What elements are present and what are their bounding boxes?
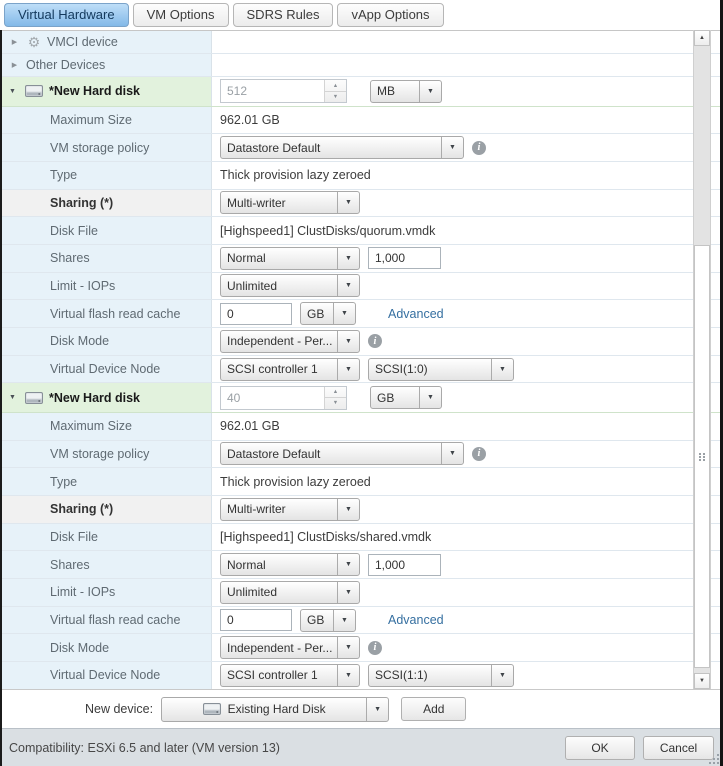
new-device-selected: [162, 702, 366, 716]
virtual-flash-read-cache-input[interactable]: [220, 609, 292, 631]
row-disk-file: [2, 524, 720, 552]
row-maximum-size: [2, 413, 720, 441]
disk-size-spinner: [220, 386, 347, 410]
spinner-down-icon[interactable]: [325, 398, 346, 409]
row-label-text: Shares: [50, 251, 90, 266]
dropdown-arrow-icon: [491, 359, 513, 380]
row-value: [212, 468, 720, 495]
dropdown-arrow-icon: [337, 499, 359, 520]
row-disk-file: [2, 217, 720, 245]
virtual-flash-read-cache-unit-dropdown-value: GB: [307, 306, 325, 321]
row-label-text: VM storage policy: [50, 140, 150, 155]
shares-value-input[interactable]: [368, 247, 441, 269]
row-value: [212, 245, 720, 272]
row-label: [2, 245, 212, 272]
tab-vm-options[interactable]: VM Options: [133, 3, 229, 27]
row-vm-storage-policy: [2, 441, 720, 469]
sharing-dropdown-value: Multi-writer: [227, 502, 286, 517]
dropdown-arrow-icon: [419, 81, 441, 102]
gear-icon: [26, 35, 42, 49]
limit-iops-dropdown-value: Unlimited: [227, 585, 278, 600]
disk-size-spinner: [220, 79, 347, 103]
row-label[interactable]: [2, 77, 212, 106]
sharing-dropdown-value: Multi-writer: [227, 195, 286, 210]
sharing-dropdown[interactable]: [220, 191, 360, 214]
dropdown-arrow-icon: [337, 582, 359, 603]
row-label: [2, 496, 212, 523]
tab-bar: [0, 0, 723, 30]
row-value: [212, 190, 720, 217]
row-label-text: Type: [50, 474, 78, 489]
row-new-hard-disk: [2, 77, 720, 107]
row-label-text: Other Devices: [26, 58, 106, 72]
row-disk-mode: [2, 328, 720, 356]
row-value: [212, 77, 720, 106]
virtual-flash-read-cache-input[interactable]: [220, 303, 292, 325]
dropdown-arrow-icon: [337, 359, 359, 380]
row-value: [212, 524, 720, 551]
device-rows: [2, 30, 720, 689]
tab-virtual-hardware[interactable]: Virtual Hardware: [4, 3, 129, 27]
row-label-text: Disk File: [50, 529, 98, 544]
spinner-up-icon[interactable]: [325, 80, 346, 92]
row-virtual-device-node: [2, 356, 720, 384]
row-value: [212, 107, 720, 134]
row-value: [212, 383, 720, 412]
shares-dropdown-value: Normal: [227, 251, 266, 266]
row-value: [212, 413, 720, 440]
limit-iops-dropdown-value: Unlimited: [227, 278, 278, 293]
row-label-text: VM storage policy: [50, 446, 150, 461]
row-value: [212, 579, 720, 606]
advanced-link[interactable]: Advanced: [388, 613, 444, 628]
row-sharing: [2, 190, 720, 218]
row-value: [212, 496, 720, 523]
row-label: [2, 134, 212, 161]
disk-mode-dropdown[interactable]: [220, 330, 360, 353]
shares-value-input[interactable]: [368, 554, 441, 576]
row-sharing: [2, 496, 720, 524]
compatibility-text: Compatibility: ESXi 6.5 and later (VM version 13): [9, 740, 280, 755]
row-label-text: Type: [50, 168, 78, 183]
row-label: [2, 607, 212, 634]
disk-size-unit-dropdown-value: GB: [377, 390, 395, 405]
virtual-flash-read-cache-unit-dropdown[interactable]: [300, 609, 356, 632]
row-label: [2, 662, 212, 689]
virtual-device-node-controller-dropdown-value: SCSI controller 1: [227, 362, 318, 377]
disk-mode-dropdown-value: Independent - Per...: [227, 334, 333, 349]
advanced-link[interactable]: Advanced: [388, 306, 444, 321]
hard-disk-icon: [203, 703, 221, 715]
row-new-hard-disk: [2, 383, 720, 413]
row-value: [212, 273, 720, 300]
virtual-flash-read-cache-unit-dropdown-value: GB: [307, 613, 325, 628]
expand-icon[interactable]: [8, 38, 21, 46]
row-value: [212, 162, 720, 189]
vm-storage-policy-dropdown[interactable]: [220, 442, 464, 465]
limit-iops-dropdown[interactable]: [220, 581, 360, 604]
dropdown-arrow-icon: [366, 698, 388, 721]
row-disk-mode: [2, 634, 720, 662]
cancel-button[interactable]: Cancel: [643, 736, 714, 760]
row-shares: [2, 551, 720, 579]
row-label[interactable]: [2, 54, 212, 76]
row-virtual-device-node: [2, 662, 720, 690]
row-value: [212, 441, 720, 468]
row-label-text: Sharing (*): [50, 502, 114, 517]
row-vm-storage-policy: [2, 134, 720, 162]
disk-mode-dropdown-value: Independent - Per...: [227, 640, 333, 655]
disk-file-value: [Highspeed1] ClustDisks/quorum.vmdk: [220, 223, 436, 238]
row-label: [2, 441, 212, 468]
row-label-text: Virtual Device Node: [50, 668, 161, 683]
row-value: [212, 134, 720, 161]
info-icon[interactable]: [368, 334, 382, 348]
shares-dropdown[interactable]: [220, 553, 360, 576]
row-label-text: *New Hard disk: [49, 390, 141, 405]
collapse-icon[interactable]: [6, 88, 19, 95]
dropdown-arrow-icon: [337, 248, 359, 269]
row-virtual-flash-read-cache: [2, 607, 720, 635]
new-device-bar: [0, 689, 723, 728]
vm-storage-policy-dropdown[interactable]: [220, 136, 464, 159]
scrollbar[interactable]: [693, 30, 711, 689]
row-label: [2, 273, 212, 300]
type-value: Thick provision lazy zeroed: [220, 168, 371, 183]
dropdown-arrow-icon: [337, 665, 359, 686]
dropdown-arrow-icon: [337, 192, 359, 213]
row-value: [212, 54, 720, 76]
scroll-thumb-grip-icon: [699, 453, 701, 455]
ok-button[interactable]: OK: [565, 736, 635, 760]
dropdown-arrow-icon: [337, 331, 359, 352]
tab-vapp-options[interactable]: vApp Options: [337, 3, 443, 27]
row-label: [2, 468, 212, 495]
vm-storage-policy-dropdown-value: Datastore Default: [227, 140, 321, 155]
disk-size-unit-dropdown-value: MB: [377, 84, 395, 99]
row-label-text: Virtual flash read cache: [50, 613, 181, 628]
virtual-device-node-node-dropdown[interactable]: [368, 664, 514, 687]
virtual-device-node-node-dropdown[interactable]: [368, 358, 514, 381]
row-label: [2, 300, 212, 327]
info-icon[interactable]: [472, 447, 486, 461]
scroll-thumb[interactable]: [694, 245, 710, 668]
virtual-device-node-controller-dropdown[interactable]: [220, 358, 360, 381]
row-label-text: Limit - IOPs: [50, 278, 116, 293]
row-label: [2, 190, 212, 217]
row-label: [2, 579, 212, 606]
row-label[interactable]: [2, 383, 212, 412]
row-limit-iops: [2, 579, 720, 607]
row-value: [212, 634, 720, 661]
dropdown-arrow-icon: [333, 610, 355, 631]
spinner-up-icon[interactable]: [325, 387, 346, 399]
limit-iops-dropdown[interactable]: [220, 274, 360, 297]
virtual-device-node-controller-dropdown[interactable]: [220, 664, 360, 687]
dropdown-arrow-icon: [419, 387, 441, 408]
row-label-text: Disk File: [50, 223, 98, 238]
row-label-text: Shares: [50, 557, 90, 572]
row-label-text: Sharing (*): [50, 195, 114, 210]
virtual-flash-read-cache-unit-dropdown[interactable]: [300, 302, 356, 325]
resize-grip[interactable]: [709, 754, 719, 764]
dropdown-arrow-icon: [333, 303, 355, 324]
row-limit-iops: [2, 273, 720, 301]
row-label: [2, 217, 212, 244]
dialog-footer: [0, 728, 723, 766]
row-value: [212, 662, 720, 689]
type-value: Thick provision lazy zeroed: [220, 474, 371, 489]
virtual-device-node-node-dropdown-value: SCSI(1:1): [375, 668, 428, 683]
virtual-hardware-table: [0, 30, 723, 689]
row-label-text: VMCI device: [47, 35, 118, 49]
dropdown-arrow-icon: [337, 637, 359, 658]
hard-disk-icon: [25, 85, 43, 97]
row-label: [2, 107, 212, 134]
row-virtual-flash-read-cache: [2, 300, 720, 328]
collapse-icon[interactable]: [6, 394, 19, 401]
row-label[interactable]: [2, 31, 212, 53]
hard-disk-icon: [25, 392, 43, 404]
shares-dropdown-value: Normal: [227, 557, 266, 572]
row-label-text: Virtual Device Node: [50, 362, 161, 377]
virtual-device-node-node-dropdown-value: SCSI(1:0): [375, 362, 428, 377]
window-left-edge: [0, 30, 2, 766]
row-label-text: *New Hard disk: [49, 84, 141, 99]
row-label: [2, 524, 212, 551]
disk-size-unit-dropdown[interactable]: [370, 80, 442, 103]
row-value: [212, 328, 720, 355]
expand-icon[interactable]: [8, 61, 21, 69]
row-label-text: Maximum Size: [50, 112, 132, 127]
maximum-size-value: 962.01 GB: [220, 112, 280, 127]
info-icon[interactable]: [368, 641, 382, 655]
row-type: [2, 468, 720, 496]
new-device-label: New device:: [85, 702, 154, 716]
scroll-down-icon[interactable]: [694, 673, 710, 689]
dropdown-arrow-icon: [337, 554, 359, 575]
row-value: [212, 551, 720, 578]
dropdown-arrow-icon: [491, 665, 513, 686]
row-label: [2, 356, 212, 383]
add-device-button[interactable]: Add: [401, 697, 466, 721]
vm-storage-policy-dropdown-value: Datastore Default: [227, 446, 321, 461]
row-label-text: Virtual flash read cache: [50, 306, 181, 321]
dropdown-arrow-icon: [441, 443, 463, 464]
row-vmci-device: [2, 31, 720, 54]
row-value: [212, 356, 720, 383]
virtual-device-node-controller-dropdown-value: SCSI controller 1: [227, 668, 318, 683]
row-label: [2, 551, 212, 578]
row-label: [2, 328, 212, 355]
row-maximum-size: [2, 107, 720, 135]
disk-file-value: [Highspeed1] ClustDisks/shared.vmdk: [220, 529, 432, 544]
scroll-up-icon[interactable]: [694, 30, 710, 46]
info-icon[interactable]: [472, 141, 486, 155]
tab-sdrs-rules[interactable]: SDRS Rules: [233, 3, 334, 27]
new-device-dropdown[interactable]: [161, 697, 389, 722]
row-label: [2, 162, 212, 189]
disk-size-unit-dropdown[interactable]: [370, 386, 442, 409]
row-label: [2, 634, 212, 661]
row-value: [212, 217, 720, 244]
row-value: [212, 607, 720, 634]
spinner-down-icon[interactable]: [325, 92, 346, 103]
row-value: [212, 300, 720, 327]
row-label-text: Disk Mode: [50, 640, 110, 655]
maximum-size-value: 962.01 GB: [220, 419, 280, 434]
new-device-selected-label: Existing Hard Disk: [227, 702, 326, 716]
row-type: [2, 162, 720, 190]
row-shares: [2, 245, 720, 273]
shares-dropdown[interactable]: [220, 247, 360, 270]
row-label-text: Disk Mode: [50, 334, 110, 349]
row-other-devices: [2, 54, 720, 77]
row-label-text: Limit - IOPs: [50, 585, 116, 600]
dropdown-arrow-icon: [441, 137, 463, 158]
row-label: [2, 413, 212, 440]
sharing-dropdown[interactable]: [220, 498, 360, 521]
row-value: [212, 31, 720, 53]
disk-mode-dropdown[interactable]: [220, 636, 360, 659]
row-label-text: Maximum Size: [50, 419, 132, 434]
dropdown-arrow-icon: [337, 275, 359, 296]
